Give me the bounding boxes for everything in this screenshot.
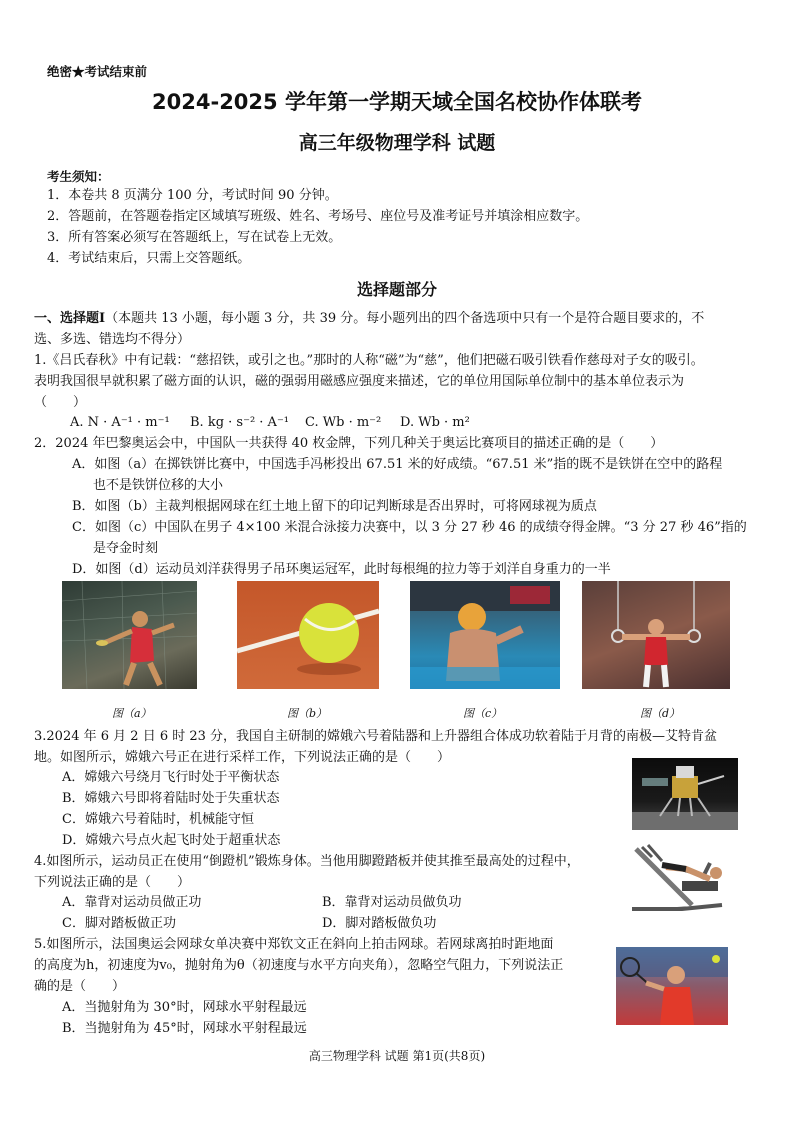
q5-line1: 5.如图所示，法国奥运会网球女单决赛中郑钦文正在斜向上拍击网球。若网球离拍时距地面 [34,937,554,952]
q3-line2: 地。如图所示，嫦娥六号正在进行采样工作，下列说法正确的是（ ） [34,750,451,765]
q4-option-b: B．靠背对运动员做负功 [322,895,462,910]
q3-line1: 3.2024 年 6 月 2 日 6 时 23 分，我国自主研制的嫦娥六号着陆器和上升器组合体成功软着陆于月背的南极—艾特肯盆 [34,729,718,744]
figure-a-discus-thrower [62,581,197,689]
q3-lander-image [632,758,738,830]
notice-item: 2．答题前，在答题卷指定区域填写班级、姓名、考场号、座位号及准考证号并填涂相应数字。 [47,209,589,224]
q1-line2: 表明我国很早就积累了磁方面的认识，磁的强弱用磁感应强度来描述，它的单位用国际单位制中的基本单位表示为 [34,374,685,389]
figure-b-tennis-ball [237,581,379,689]
figure-c-caption: 图（c） [463,707,503,720]
page-footer: 高三物理学科 试题 第1页(共8页) [308,1049,486,1063]
part1-heading-line [34,309,704,329]
q4-option-a: A．靠背对运动员做正功 [62,895,202,910]
q3-option-d: D．嫦娥六号点火起飞时处于超重状态 [62,833,281,848]
q3-option-a: A．嫦娥六号绕月飞行时处于平衡状态 [62,770,280,785]
q1-option-a: A. N · A⁻¹ · m⁻¹ [70,415,170,430]
q1-option-c: C. Wb · m⁻² [305,415,382,430]
part1-desc: （本题共 13 小题，每小题 3 分，共 39 分。每小题列出的四个备选项中只有一个是符合题目要求的，不 [105,311,705,326]
part1-desc-cont: 选、多选、错选均不得分） [34,332,191,347]
figure-b-caption: 图（b） [287,707,328,720]
q5-option-b: B．当抛射角为 45°时，网球水平射程最远 [62,1021,307,1036]
notice-heading: 考生须知： [47,169,110,184]
notice-item: 1．本卷共 8 页满分 100 分，考试时间 90 分钟。 [47,188,338,203]
q5-line2: 的高度为h，初速度为v₀，抛射角为θ（初速度与水平方向夹角），忽略空气阻力，下列说法正 [34,958,564,973]
figure-d-caption: 图（d） [640,707,681,720]
figure-c-swimmer [410,581,560,689]
q1-option-b: B. kg · s⁻² · A⁻¹ [190,415,290,430]
q1-line1: 1.《吕氏春秋》中有记载：“慈招铁，或引之也。”那时的人称“磁”为“慈”，他们把磁石吸引铁看作慈母对子女的吸引。 [34,353,704,368]
q4-leg-press-image [622,843,734,915]
q2-stem: 2．2024 年巴黎奥运会中，中国队一共获得 40 枚金牌，下列几种关于奥运比赛项目的描述正确的是（ ） [34,436,664,451]
notice-item: 3．所有答案必须写在答题纸上，写在试卷上无效。 [47,230,342,245]
part1-heading: 一、选择题Ⅰ [34,311,106,326]
q5-tennis-player-image [616,947,728,1025]
q2-option-a: A．如图（a）在掷铁饼比赛中，中国选手冯彬投出 67.51 米的好成绩。“67.51 米”指的既不是铁饼在空中的路程 [72,457,723,472]
q4-line1: 4.如图所示，运动员正在使用“倒蹬机”锻炼身体。当他用脚蹬踏板并使其推至最高处的过程中， [34,854,580,869]
exam-title: 2024-2025 学年第一学期天域全国名校协作体联考 [152,90,642,114]
q4-line2: 下列说法正确的是（ ） [34,875,191,890]
q3-option-c: C．嫦娥六号着陆时，机械能守恒 [62,812,254,827]
q4-option-c: C．脚对踏板做正功 [62,916,176,931]
secret-mark: 绝密★考试结束前 [47,64,148,79]
q5-line3: 确的是（ ） [34,979,126,994]
q2-option-b: B．如图（b）主裁判根据网球在红土地上留下的印记判断球是否出界时，可将网球视为质点 [72,499,597,514]
notice-item: 4．考试结束后，只需上交答题纸。 [47,251,251,266]
q2-option-c: C．如图（c）中国队在男子 4×100 米混合泳接力决赛中，以 3 分 27 秒 46 的成绩夺得金牌。“3 分 27 秒 46”指的 [72,520,747,535]
q2-option-d: D．如图（d）运动员刘洋获得男子吊环奥运冠军，此时每根绳的拉力等于刘洋自身重力的一半 [72,562,611,577]
q1-option-d: D. Wb · m² [400,415,470,430]
q4-option-d: D．脚对踏板做负功 [322,916,437,931]
q2-option-a-cont: 也不是铁饼位移的大小 [93,478,224,493]
exam-subtitle: 高三年级物理学科 试题 [298,132,496,154]
q2-option-c-cont: 是夺金时刻 [93,541,159,556]
q5-option-a: A．当抛射角为 30°时，网球水平射程最远 [62,1000,307,1015]
q1-line3: （ ） [34,395,87,410]
q3-option-b: B．嫦娥六号即将着陆时处于失重状态 [62,791,280,806]
figure-a-caption: 图（a） [112,707,152,720]
section-title: 选择题部分 [356,280,437,299]
figure-d-gymnast-rings [582,581,730,689]
